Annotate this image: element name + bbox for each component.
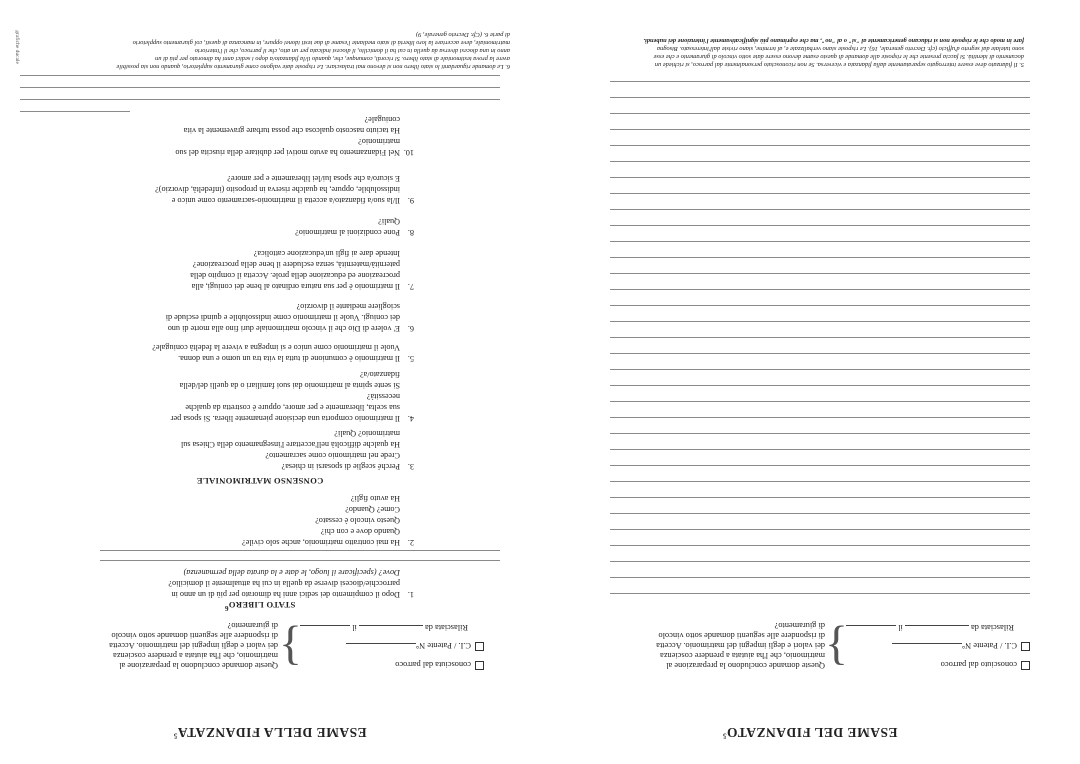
answer-line[interactable]: [610, 401, 1030, 402]
answer-line[interactable]: [20, 75, 500, 76]
answer-line[interactable]: [610, 225, 1030, 226]
bride-exam-title: ESAME DELLA FIDANZATA$^5$: [173, 725, 367, 740]
question-9: 9. Il/la suo/a fidanzato/a accetta il matrimonio-sacramento come unico e indissolubile, oppure, ha qualche riserva in proposito (infedeltà, divorzio)? E sicuro/a che sposa lui/lei liberamente e per amore?: [155, 173, 414, 205]
question-5: 5. Il matrimonio è comunione di tutta la vita tra un uomo e una donna. Vuole il matrimonio come unico e si impegna a vivere la fedeltà coniugale?: [152, 342, 414, 363]
answer-line[interactable]: [610, 481, 1030, 482]
answer-line[interactable]: [610, 145, 1030, 146]
answer-line[interactable]: [610, 241, 1030, 242]
checkbox-icon[interactable]: [1021, 661, 1030, 670]
groom-id-release: Rilasciata da il: [846, 622, 1014, 632]
groom-intro-text: Queste domande concludono la preparazione al matrimonio, che l'ha aiutata a prendere coscienza dei valori e degli impegni del matrimonio. Accetta di rispondere alle seguenti domande sotto vincolo di giuramento?: [656, 621, 825, 670]
bride-release-date-field[interactable]: [300, 625, 350, 626]
question-10: 10. Nel Fidanzamento ha avuto motivi per dubitare della riuscita del suo matrimonio? Ha taciuto nascosto qualcosa che possa turbare gravemente la vita coniugale?: [175, 114, 414, 157]
answer-line[interactable]: [610, 561, 1030, 562]
answer-line[interactable]: [610, 273, 1030, 274]
section-title-stato-libero: STATO LIBERO$^6$: [224, 600, 296, 612]
answer-line[interactable]: [610, 257, 1030, 258]
bride-id-release: Rilasciata da il: [300, 622, 468, 632]
answer-line[interactable]: [610, 529, 1030, 530]
answer-line[interactable]: [20, 111, 130, 112]
bride-intro-text: Queste domande concludono la preparazione al matrimonio, che l'ha aiutata a prendere coscienza dei valori e degli impegni del matrimonio. Accetta di rispondere alle seguenti domande sotto vincolo di giuramento?: [109, 621, 278, 670]
answer-line[interactable]: [610, 577, 1030, 578]
checkbox-icon[interactable]: [1021, 642, 1030, 651]
answer-line[interactable]: [100, 550, 500, 551]
answer-line[interactable]: [610, 113, 1030, 114]
question-7: 7. Il matrimonio è per sua natura ordinato al bene dei coniugi, alla procreazione ed educazione della prole. Accetta il compito della paternità/maternità, senza escludere il bene della procreazione? Intende dare ai figli un'educazione cattolica?: [190, 248, 414, 291]
answer-line[interactable]: [610, 417, 1030, 418]
question-6: 6. E' volere di Dio che il vincolo matrimoniale duri fino alla morte di uno dei coniugi. Vuole il matrimonio come indissolubile e quindi esclude di sciogliere mediante il divorzio?: [165, 301, 414, 333]
groom-release-date-field[interactable]: [846, 625, 896, 626]
bride-known-option[interactable]: conosciuta dal parroco: [395, 659, 484, 670]
question-4: 4. Il matrimonio comporta una decisione pienamente libera. Si sposa per sua scelta, liberamente e per amore, oppure è costretta da qualche necessità? Si sente spinta al matrimonio dai suoi familiari o da quelli del/della fidanzato/a?: [170, 369, 414, 423]
answer-line[interactable]: [610, 305, 1030, 306]
answer-line[interactable]: [610, 97, 1030, 98]
question-3: 3. Perché sceglie di sposarsi in chiesa? Crede nel matrimonio come sacramento? Ha qualche difficoltà nell'accettare l'insegnamento della Chiesa sul matrimonio? Quali?: [181, 428, 414, 471]
groom-known-option[interactable]: conosciuto dal parroco: [941, 659, 1030, 670]
groom-release-by-field[interactable]: [905, 625, 969, 626]
bride-footnote: 6. Le domande riguardanti lo stato libero non si devono mai tralasciare. Le risposte date valgono come giuramento suppletorio, quando non sia possibile avere la prova testimoniale di stato libero. Si ricordi, comunque, che, quando il/la fidanzato/a dopo i sedici anni ha dimorato per più di un anno in una diocesi diversa da quella in cui ha il domicilio, il diocesi indicata per un atto, che il parroco, che il l'interiorio matrimoniale, deve accertare la loro libertà di stato mediante l'esame di due testi idonei oppure, in mancanza di questi, col giuramento suppletorio di parte 6. (Cfr. Decreto generale, 9): [116, 31, 510, 70]
groom-id-number-field[interactable]: [892, 643, 962, 644]
answer-line[interactable]: [610, 449, 1030, 450]
checkbox-icon[interactable]: [475, 642, 484, 651]
groom-exam-title: ESAME DEL FIDANZATO$^5$: [722, 725, 898, 740]
question-2: 2. Ha mai contratto matrimonio, anche solo civile? Quando dove e con chi? Questo vincolo è cessato? Come? Quando? Ha avuto figli?: [241, 493, 414, 547]
brace-icon: }: [824, 621, 848, 674]
answer-line[interactable]: [20, 87, 500, 88]
answer-line[interactable]: [610, 337, 1030, 338]
answer-line[interactable]: [610, 289, 1030, 290]
answer-line[interactable]: [610, 161, 1030, 162]
printer-mark: grafiche ducale: [14, 30, 20, 64]
answer-line[interactable]: [610, 545, 1030, 546]
bride-id-option[interactable]: C.I. / Patente N°: [346, 640, 484, 651]
checkbox-icon[interactable]: [475, 661, 484, 670]
question-8: 8. Pone condizioni al matrimonio? Quali?: [295, 216, 414, 237]
answer-line[interactable]: [610, 81, 1030, 82]
answer-line[interactable]: [610, 129, 1030, 130]
question-1: 1. Dopo il compimento dei sedici anni ha dimorato per più di un anno in parrocchie/diocesi diverse da quella in cui ha attualmente il domicilio? Dove? (specificare il luogo, le date e la durata della permanenza): [168, 567, 414, 599]
answer-line[interactable]: [610, 465, 1030, 466]
answer-line[interactable]: [20, 99, 500, 100]
groom-id-option[interactable]: C.I. / Patente N°: [892, 640, 1030, 651]
bride-release-by-field[interactable]: [359, 625, 423, 626]
answer-line[interactable]: [610, 513, 1030, 514]
answer-line[interactable]: [610, 193, 1030, 194]
answer-line[interactable]: [610, 209, 1030, 210]
answer-line[interactable]: [610, 369, 1030, 370]
answer-line[interactable]: [100, 560, 500, 561]
answer-line[interactable]: [610, 321, 1030, 322]
answer-line[interactable]: [610, 385, 1030, 386]
groom-footnote: 5. Il fidanzato deve essere interrogato separatamente dalla fidanzata e viceversa. Se non riconosciuto personalmente dal parroco, si richiede un documento di identità. Si faccia presente che le risposte alle domande di questo esame devono essere date sotto vincolo di giuramento e che esse sono tutelate dal segreto d'ufficio (cfr. Decreto generale, 16). Le risposte siano verbalizzate e, al termine, siano riviste dall'interessato. Bisogna fare in modo che le risposte non si riducano genericamente al "si" o al "no", ma che esprimano più significativamente l'intenzione dei nubendi.: [643, 37, 1024, 68]
answer-line[interactable]: [610, 353, 1030, 354]
groom-exam-page: [540, 0, 1080, 764]
answer-line[interactable]: [610, 593, 1030, 594]
answer-line[interactable]: [610, 433, 1030, 434]
brace-icon: }: [278, 621, 302, 674]
answer-line[interactable]: [610, 497, 1030, 498]
answer-line[interactable]: [610, 177, 1030, 178]
bride-id-number-field[interactable]: [346, 643, 416, 644]
section-title-consenso: CONSENSO MATRIMONIALE: [196, 476, 324, 486]
